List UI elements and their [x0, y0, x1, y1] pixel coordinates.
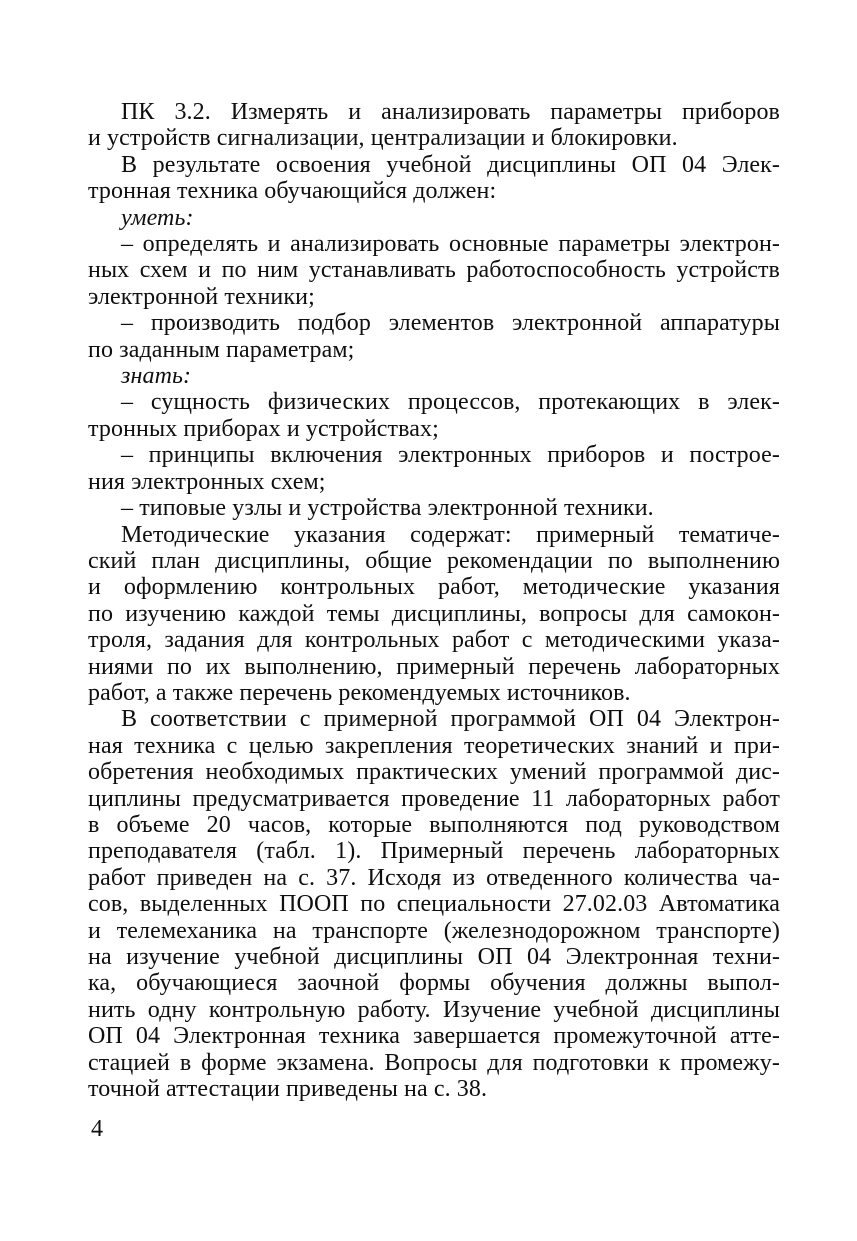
text-line: ная техника с целью закрепления теоретических знаний и при-: [88, 732, 780, 759]
text-line: – типовые узлы и устройства электронной техники.: [121, 495, 654, 522]
text-line: и устройств сигнализации, централизации и блокировки.: [88, 125, 678, 152]
text-line: – сущность физических процессов, протекающих в элек-: [121, 389, 780, 416]
text-line: ниями по их выполнению, примерный перечень лабораторных: [88, 653, 780, 680]
text-line: точной аттестации приведены на с. 38.: [88, 1076, 488, 1103]
text-line: ных схем и по ним устанавливать работоспособность устройств: [88, 257, 780, 284]
text-line: – принципы включения электронных приборов и построе-: [121, 442, 780, 469]
text-line: и оформлению контрольных работ, методические указания: [88, 574, 780, 601]
paragraph: [88, 152, 780, 205]
text-line: работ приведен на с. 37. Исходя из отведенного количества ча-: [88, 864, 780, 891]
text-line: уметь:: [121, 204, 194, 231]
paragraph: [88, 231, 780, 310]
paragraph: [88, 99, 780, 152]
text-line: – производить подбор элементов электронной аппаратуры: [121, 310, 780, 337]
text-line: по изучению каждой темы дисциплины, вопросы для самокон-: [88, 600, 780, 627]
text-line: циплины предусматривается проведение 11 лабораторных работ: [88, 785, 780, 812]
text-line: знать:: [121, 363, 192, 390]
text-line: нить одну контрольную работу. Изучение учебной дисциплины: [88, 996, 780, 1023]
paragraph: [88, 310, 780, 363]
paragraph: [88, 389, 780, 442]
text-line: стацией в форме экзамена. Вопросы для подготовки к промежу-: [88, 1049, 780, 1076]
text-line: Методические указания содержат: примерный тематиче-: [121, 521, 780, 548]
paragraph: [88, 522, 780, 707]
text-line: сов, выделенных ПООП по специальности 27.02.03 Автоматика: [88, 891, 780, 918]
text-line: троля, задания для контрольных работ с методическими указа-: [88, 627, 780, 654]
paragraph: [88, 706, 780, 1102]
text-line: ОП 04 Электронная техника завершается промежуточной атте-: [88, 1023, 780, 1050]
text-line: В соответствии с примерной программой ОП 04 Электрон-: [121, 706, 780, 733]
text-line: тронных приборах и устройствах;: [88, 415, 439, 442]
text-line: и телемеханика на транспорте (железнодорожном транспорте): [88, 917, 780, 944]
paragraph: [88, 495, 780, 521]
text-line: по заданным параметрам;: [88, 336, 355, 363]
text-line: электронной техники;: [88, 283, 315, 310]
text-line: – определять и анализировать основные параметры электрон-: [121, 231, 780, 258]
body-text: [88, 99, 780, 1102]
paragraph: [88, 205, 780, 231]
page-number: 4: [91, 1116, 103, 1142]
text-line: на изучение учебной дисциплины ОП 04 Электронная техни-: [88, 944, 780, 970]
paragraph: [88, 363, 780, 389]
text-line: ка, обучающиеся заочной формы обучения должны выпол-: [88, 970, 780, 997]
text-line: тронная техника обучающийся должен:: [88, 178, 497, 205]
text-line: В результате освоения учебной дисциплины ОП 04 Элек-: [121, 151, 780, 178]
text-line: ский план дисциплины, общие рекомендации по выполнению: [88, 547, 780, 574]
text-line: ПК 3.2. Измерять и анализировать параметры приборов: [121, 99, 780, 125]
text-line: в объеме 20 часов, которые выполняются под руководством: [88, 811, 780, 838]
paragraph: [88, 442, 780, 495]
text-line: обретения необходимых практических умений программой дис-: [88, 759, 780, 786]
text-line: преподавателя (табл. 1). Примерный перечень лабораторных: [88, 838, 780, 865]
text-line: работ, а также перечень рекомендуемых источников.: [88, 679, 631, 706]
text-line: ния электронных схем;: [88, 468, 326, 495]
